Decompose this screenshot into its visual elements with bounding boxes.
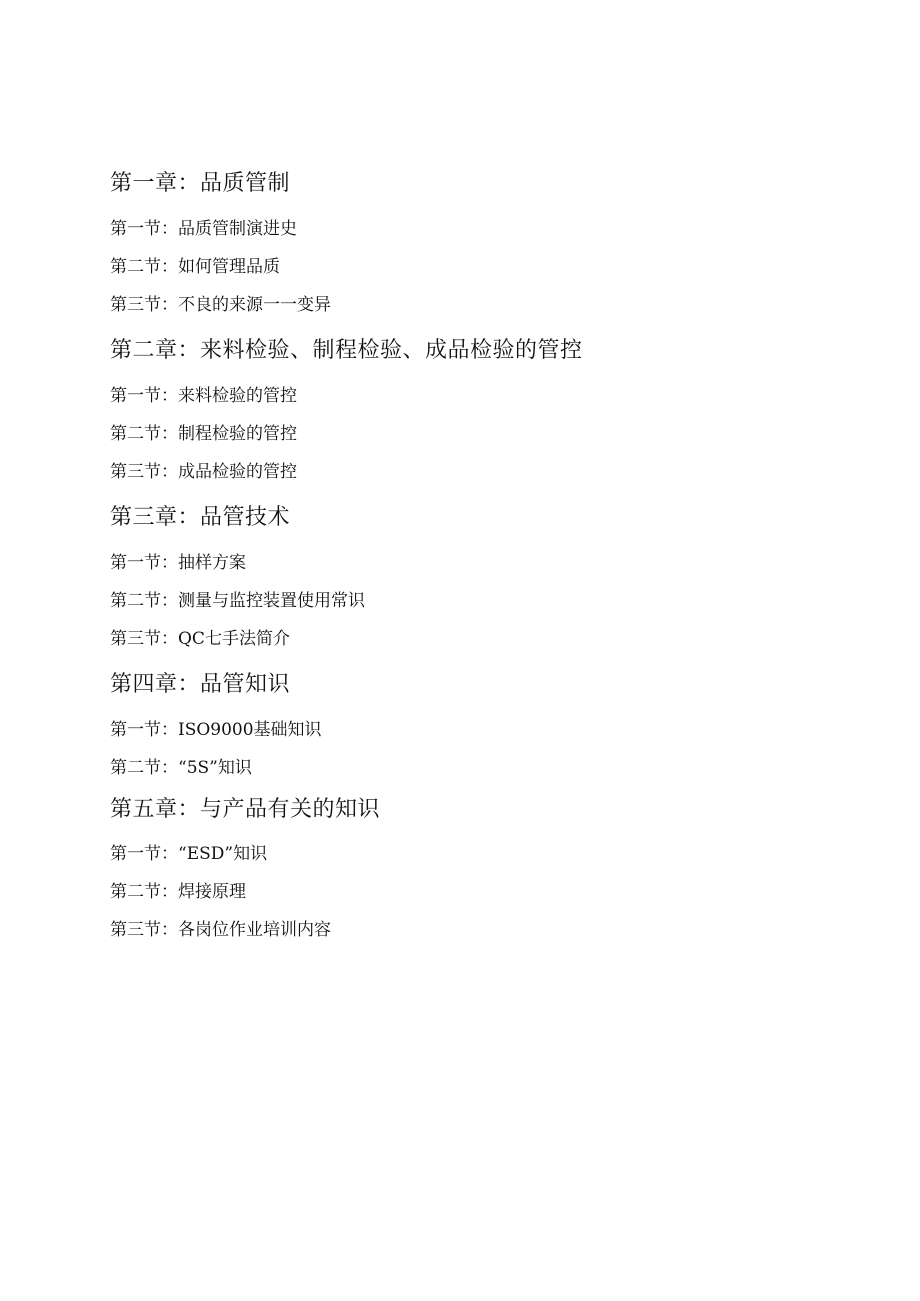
- chapter-2-section-1: 第一节：来料检验的管控: [110, 386, 297, 406]
- chapter-4-section-1: 第一节：ISO9000基础知识: [110, 720, 322, 740]
- chapter-4-section-2: 第二节：“5S”知识: [110, 758, 252, 778]
- chapter-5-title: 第五章：与产品有关的知识: [110, 797, 381, 822]
- chapter-3-section-2: 第二节：测量与监控装置使用常识: [110, 591, 365, 611]
- chapter-3-section-1: 第一节：抽样方案: [110, 553, 246, 573]
- chapter-2-section-3: 第三节：成品检验的管控: [110, 462, 297, 482]
- chapter-5-section-1: 第一节：“ESD”知识: [110, 844, 268, 864]
- chapter-5-section-3: 第三节：各岗位作业培训内容: [110, 920, 331, 940]
- chapter-1-section-1: 第一节：品质管制演进史: [110, 219, 297, 239]
- chapter-2-section-2: 第二节：制程检验的管控: [110, 424, 297, 444]
- chapter-4-title: 第四章：品管知识: [110, 672, 291, 697]
- chapter-3-section-3: 第三节：QC七手法简介: [110, 629, 290, 649]
- chapter-1-section-2: 第二节：如何管理品质: [110, 257, 280, 277]
- chapter-5-section-2: 第二节：焊接原理: [110, 882, 246, 902]
- chapter-2-title: 第二章：来料检验、制程检验、成品检验的管控: [110, 338, 583, 363]
- chapter-3-title: 第三章：品管技术: [110, 505, 291, 530]
- chapter-1-title: 第一章：品质管制: [110, 171, 291, 196]
- chapter-1-section-3: 第三节：不良的来源一一变异: [110, 295, 331, 315]
